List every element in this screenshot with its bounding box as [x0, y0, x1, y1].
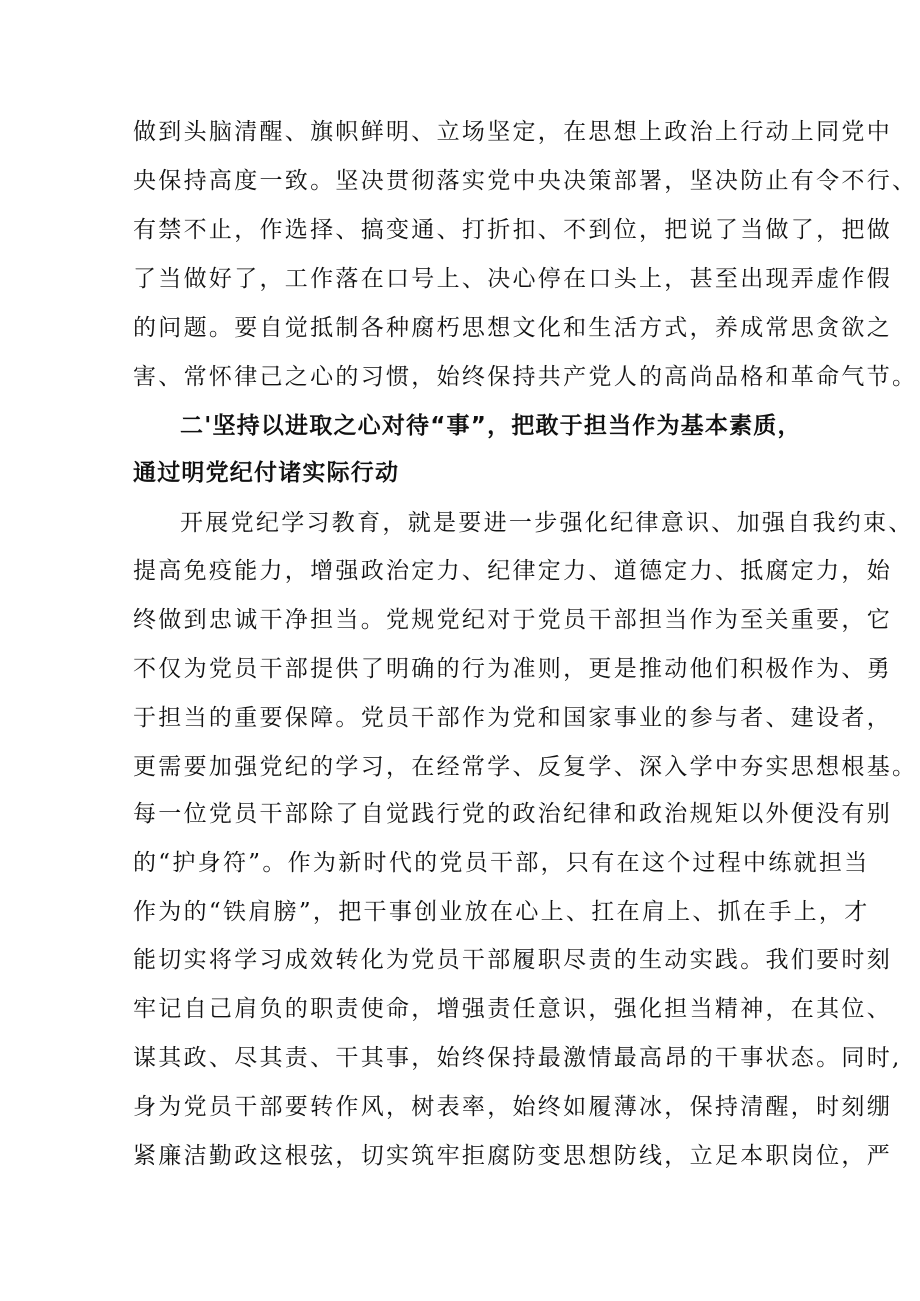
paragraph-line: 央保持高度一致。坚决贯彻落实党中央决策部署，坚决防止有令不行、	[133, 168, 918, 194]
paragraph-line: 了当做好了，工作落在口号上、决心停在口头上，甚至出现弄虚作假	[133, 266, 892, 292]
paragraph-line: 的“护身符”。作为新时代的党员干部，只有在这个过程中练就担当	[133, 850, 870, 876]
paragraph-line: 有禁不止，作选择、搞变通、打折扣、不到位，把说了当做了，把做	[133, 217, 892, 243]
paragraph-line: 身为党员干部要转作风，树表率，始终如履薄冰，保持清醒，时刻绷	[133, 1094, 892, 1120]
paragraph-line: 作为的“铁肩膀”，把干事创业放在心上、扛在肩上、抓在手上，才	[133, 899, 870, 925]
paragraph-line: 谋其政、尽其责、干其事，始终保持最激情最高昂的干事状态。同时,	[133, 1045, 902, 1071]
paragraph-line: 更需要加强党纪的学习，在经常学、反复学、深入学中夯实思想根基。	[133, 754, 918, 780]
paragraph-line: 的问题。要自觉抵制各种腐朽思想文化和生活方式，养成常思贪欲之	[133, 315, 892, 341]
paragraph-line: 不仅为党员干部提供了明确的行为准则，更是推动他们积极作为、勇	[133, 656, 892, 682]
paragraph-line: 紧廉洁勤政这根弦，切实筑牢拒腐防变思想防线，立足本职岗位，严	[133, 1143, 892, 1169]
section-heading-line: 通过明党纪付诸实际行动	[133, 460, 400, 486]
paragraph-line: 害、常怀律己之心的习惯，始终保持共产党人的高尚品格和革命气节。	[133, 364, 918, 390]
paragraph-line: 做到头脑清醒、旗帜鲜明、立场坚定，在思想上政治上行动上同党中	[133, 119, 892, 145]
paragraph-line: 于担当的重要保障。党员干部作为党和国家事业的参与者、建设者，	[133, 705, 892, 731]
paragraph-line: 能切实将学习成效转化为党员干部履职尽责的生动实践。我们要时刻	[133, 947, 892, 973]
paragraph-line: 每一位党员干部除了自觉践行党的政治纪律和政治规矩以外便没有别	[133, 801, 892, 827]
section-heading-line: 二'坚持以进取之心对待“事”，把敢于担当作为基本素质，	[180, 413, 802, 439]
paragraph-line: 开展党纪学习教育，就是要进一步强化纪律意识、加强自我约束、	[180, 510, 914, 536]
paragraph-line: 提高免疫能力，增强政治定力、纪律定力、道德定力、抵腐定力，始	[133, 558, 892, 584]
paragraph-line: 牢记自己肩负的职责使命，增强责任意识，强化担当精神，在其位、	[133, 996, 892, 1022]
paragraph-line: 终做到忠诚干净担当。党规党纪对于党员干部担当作为至关重要，它	[133, 607, 892, 633]
